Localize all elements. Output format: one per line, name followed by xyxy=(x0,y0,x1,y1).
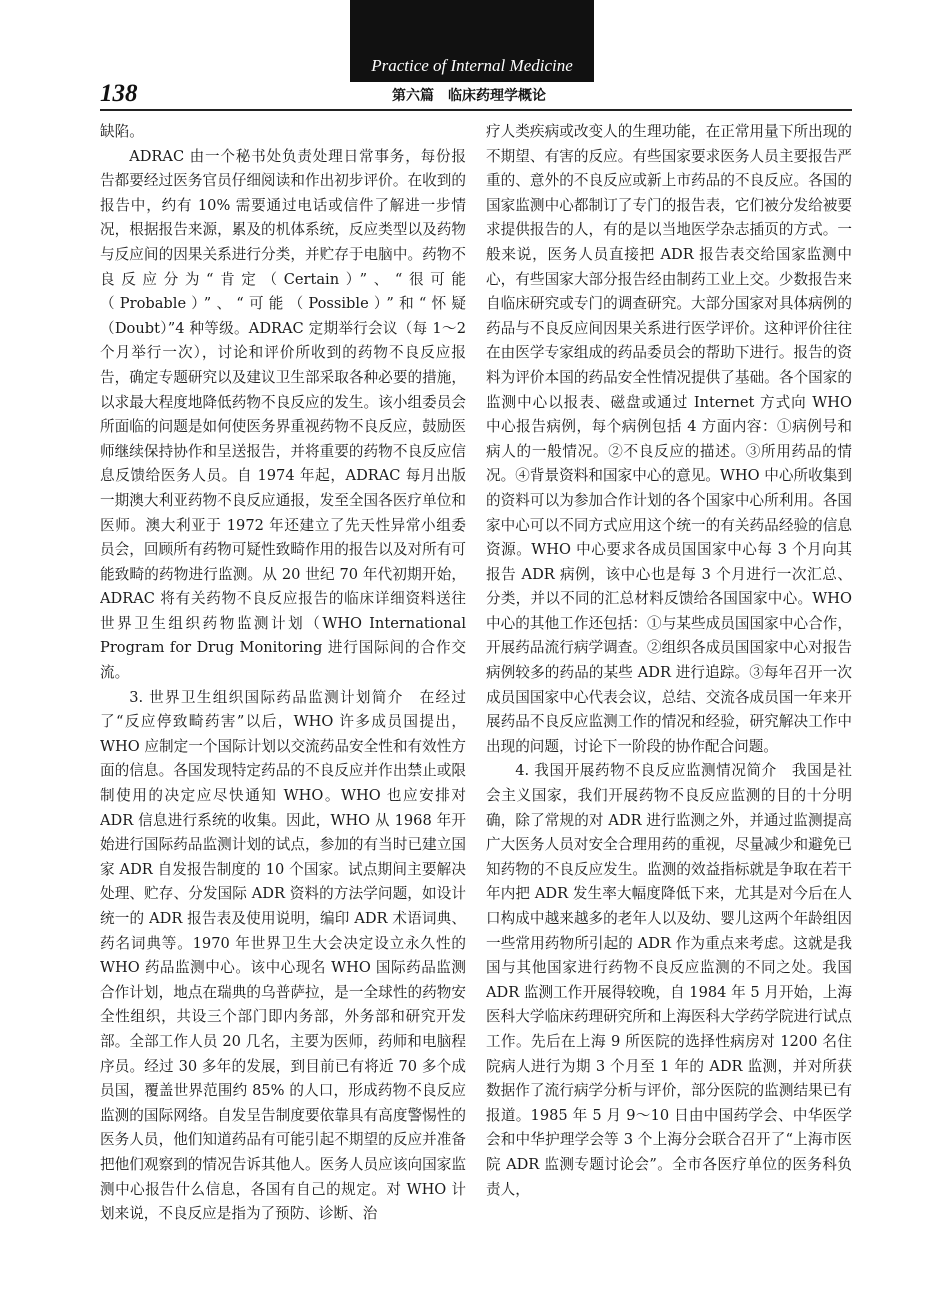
paragraph: 4. 我国开展药物不良反应监测情况简介 我国是社会主义国家，我们开展药物不良反应监测的目的十分明确，除了常规的对 ADR 进行监测之外，并通过监测提高广大医务人员对安全合理用药的重视，尽量减少和避免已知药物的不良反应发生。监测的效益指标就是争取在若干年内把 ADR 发生率大幅度降低下来，尤其是对今后在人口构成中越来越多的老年人以及幼、婴儿这两个年龄组因一些常用药物所引起的 ADR 作为重点来考虑。这就是我国与其他国家进行药物不良反应监测的不同之处。我国 ADR 监测工作开展得较晚，自 1984 年 5 月开始，上海医科大学临床药理研究所和上海医科大学药学院进行试点工作。先后在上海 9 所医院的选择性病房对 1200 名住院病人进行为期 3 个月至 1 年的 ADR 监测，并对所获数据作了流行病学分析与评价，部分医院的监测结果已有报道。1985 年 5 月 9～10 日由中国药学会、中华医学会和中华护理学会等 3 个上海分会联合召开了“上海市医院 ADR 监测专题讨论会”。全市各医疗单位的医务科负责人， xyxy=(486,762,852,1198)
paragraph: 3. 世界卫生组织国际药品监测计划简介 在经过了“反应停致畸药害”以后，WHO 许多成员国提出，WHO 应制定一个国际计划以交流药品安全性和有效性方面的信息。各国发现特定药品的不良反应并作出禁止或限制使用的决定应尽快通知 WHO。WHO 也应安排对 ADR 信息进行系统的收集。因此，WHO 从 1968 年开始进行国际药品监测计划的试点，参加的有当时已建立国家 ADR 自发报告制度的 10 个国家。试点期间主要解决处理、贮存、分发国际 ADR 资料的方法学问题，如设计统一的 ADR 报告表及使用说明，编印 ADR 术语词典、药名词典等。1970 年世界卫生大会决定设立永久性的 WHO 药品监测中心。该中心现名 WHO 国际药品监测合作计划，地点在瑞典的乌普萨拉，是一全球性的药物安全性组织，共设三个部门即内务部，外务部和研究开发部。全部工作人员 20 几名，主要为医师，药师和电脑程序员。经过 30 多年的发展，到目前已有将近 70 多个成员国，覆盖世界范围约 85% 的人口，形成药物不良反应监测的国际网络。自发呈告制度要依靠具有高度警惕性的医务人员，他们知道药品有可能引起不期望的反应并准备把他们观察到的情况告诉其他人。医务人员应该向国家监测中心报告什么信息，各国有自己的规定。对 WHO 计划来说，不良反应是指为了预防、诊断、治 xyxy=(100,688,466,1223)
left-column xyxy=(100,120,466,1290)
page-number: 138 xyxy=(100,80,138,107)
header-divider xyxy=(100,109,852,111)
paragraph: 疗人类疾病或改变人的生理功能，在正常用量下所出现的不期望、有害的反应。有些国家要求医务人员主要报告严重的、意外的不良反应或新上市药品的不良反应。各国的国家监测中心都制订了专门的报告表，它们被分发给被要求提供报告的人，有的是以当地医学杂志插页的方式。一般来说，医务人员直接把 ADR 报告表交给国家监测中心，有些国家大部分报告经由制药工业上交。少数报告来自临床研究或专门的调查研究。大部分国家对具体病例的药品与不良反应间因果关系进行医学评价。这种评价往往在由医学专家组成的药品委员会的帮助下进行。报告的资料为评价本国的药品安全性情况提供了基础。各个国家的监测中心以报表、磁盘或通过 Internet 方式向 WHO 中心报告病例，每个病例包括 4 方面内容：①病例号和病人的一般情况。②不良反应的描述。③所用药品的情况。④背景资料和国家中心的意见。WHO 中心所收集到的资料可以为参加合作计划的各个国家中心所利用。各国家中心可以不同方式应用这个统一的有关药品经验的信息资源。WHO 中心要求各成员国国家中心每 3 个月向其报告 ADR 病例，该中心也是每 3 个月进行一次汇总、分类，并以不同的汇总材料反馈给各国国家中心。WHO 中心的其他工作还包括：①与某些成员国国家中心合作，开展药品流行病学调查。②组织各成员国国家中心对报告病例较多的药品的某些 ADR 进行追踪。③每年召开一次成员国国家中心代表会议，总结、交流各成员国一年来开展药品不良反应监测工作的情况和经验，研究解决工作中出现的问题，讨论下一阶段的协作配合问题。 xyxy=(486,123,852,755)
right-column xyxy=(486,120,852,1290)
section-title: 第六篇 临床药理学概论 xyxy=(392,88,546,104)
journal-title: Practice of Internal Medicine xyxy=(371,56,573,75)
paragraph: ADRAC 由一个秘书处负责处理日常事务，每份报告都要经过医务官员仔细阅读和作出初步评价。在收到的报告中，约有 10% 需要通过电话或信件了解进一步情况，根据报告来源，累及的机体系统，反应类型以及药物与反应间的因果关系进行分类，并贮存于电脑中。药物不良反应分为“肯定（Certain）”、“很可能（Probable）”、“可能（Possible）”和“怀疑（Doubt）”4 种等级。ADRAC 定期举行会议（每 1～2 个月举行一次），讨论和评价所收到的药物不良反应报告，确定专题研究以及建议卫生部采取各种必要的措施，以求最大程度地降低药物不良反应的发生。该小组委员会所面临的问题是如何使医务界重视药物不良反应，鼓励医师继续保持协作和呈送报告，并将重要的药物不良反应信息反馈给医务人员。自 1974 年起，ADRAC 每月出版一期澳大利亚药物不良反应通报，发至全国各医疗单位和医师。澳大利亚于 1972 年还建立了先天性异常小组委员会，回顾所有药物可疑性致畸作用的报告以及对所有可能致畸的药物进行监测。从 20 世纪 70 年代初期开始，ADRAC 将有关药物不良反应报告的临床详细资料送往世界卫生组织药物监测计划（WHO International Program for Drug Monitoring 进行国际间的合作交流。 xyxy=(100,147,466,682)
paragraph: 缺陷。 xyxy=(100,123,144,140)
